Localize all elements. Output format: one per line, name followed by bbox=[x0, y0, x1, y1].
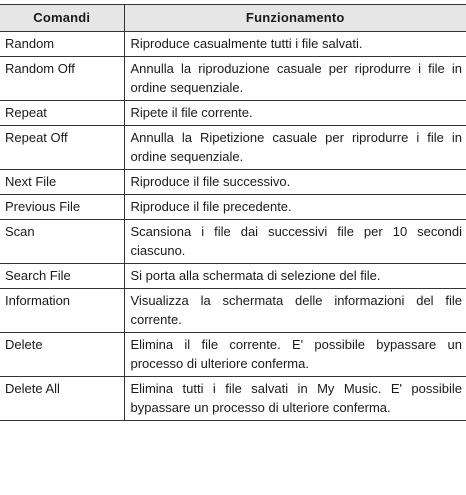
description-cell: Annulla la riproduzione casuale per riprodurre i file in ordine sequenziale. bbox=[124, 57, 466, 101]
command-cell: Repeat Off bbox=[0, 126, 124, 170]
command-cell: Information bbox=[0, 289, 124, 333]
description-cell: Riproduce casualmente tutti i file salvati. bbox=[124, 32, 466, 57]
table-row bbox=[0, 195, 466, 220]
command-cell: Scan bbox=[0, 220, 124, 264]
header-commands: Comandi bbox=[0, 5, 124, 32]
description-cell: Annulla la Ripetizione casuale per riprodurre i file in ordine sequenziale. bbox=[124, 126, 466, 170]
table-row bbox=[0, 264, 466, 289]
table-row bbox=[0, 57, 466, 101]
description-cell: Elimina tutti i file salvati in My Music. E' possibile bypassare un processo di ulteriore conferma. bbox=[124, 377, 466, 421]
header-row bbox=[0, 5, 466, 32]
command-cell: Delete bbox=[0, 333, 124, 377]
table-row bbox=[0, 333, 466, 377]
table-row bbox=[0, 126, 466, 170]
table-body bbox=[0, 32, 466, 421]
table-row bbox=[0, 289, 466, 333]
header-function: Funzionamento bbox=[124, 5, 466, 32]
description-cell: Visualizza la schermata delle informazioni del file corrente. bbox=[124, 289, 466, 333]
table-row bbox=[0, 32, 466, 57]
table-row bbox=[0, 101, 466, 126]
description-cell: Ripete il file corrente. bbox=[124, 101, 466, 126]
description-cell: Elimina il file corrente. E' possibile bypassare un processo di ulteriore conferma. bbox=[124, 333, 466, 377]
command-cell: Random Off bbox=[0, 57, 124, 101]
commands-table bbox=[0, 4, 466, 421]
description-cell: Riproduce il file precedente. bbox=[124, 195, 466, 220]
table-row bbox=[0, 220, 466, 264]
command-cell: Next File bbox=[0, 170, 124, 195]
description-cell: Riproduce il file successivo. bbox=[124, 170, 466, 195]
command-cell: Repeat bbox=[0, 101, 124, 126]
table-row bbox=[0, 170, 466, 195]
table-header bbox=[0, 5, 466, 32]
description-cell: Si porta alla schermata di selezione del file. bbox=[124, 264, 466, 289]
command-cell: Previous File bbox=[0, 195, 124, 220]
command-cell: Delete All bbox=[0, 377, 124, 421]
command-cell: Search File bbox=[0, 264, 124, 289]
description-cell: Scansiona i file dai successivi file per 10 secondi ciascuno. bbox=[124, 220, 466, 264]
table-row bbox=[0, 377, 466, 421]
command-cell: Random bbox=[0, 32, 124, 57]
